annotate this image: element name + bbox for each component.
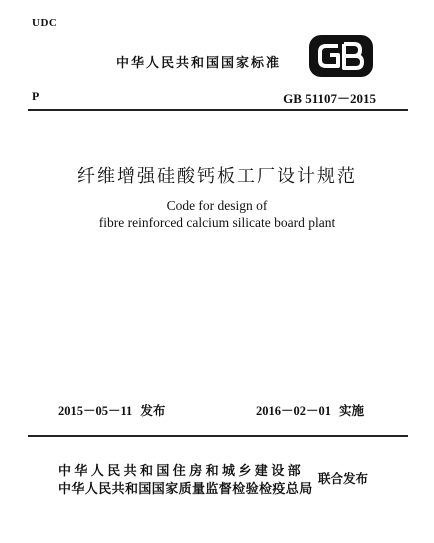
udc-label: UDC bbox=[32, 17, 58, 29]
standard-type-heading: 中华人民共和国国家标准 bbox=[116, 56, 282, 71]
issue-date: 2015－05－11 bbox=[58, 404, 133, 418]
gb-standard-logo-icon bbox=[308, 34, 374, 78]
implementation-date-block bbox=[256, 401, 364, 419]
implementation-date: 2016－02－01 bbox=[256, 404, 332, 418]
joint-release-label: 联合发布 bbox=[318, 471, 369, 486]
issue-date-block bbox=[58, 401, 165, 419]
header-divider bbox=[28, 109, 408, 111]
issue-label: 发布 bbox=[140, 403, 166, 418]
implementation-label: 实施 bbox=[339, 403, 365, 418]
standard-number: GB 51107－2015 bbox=[283, 91, 376, 106]
classification-code: P bbox=[32, 89, 40, 103]
publisher-line1: 中华人民共和国住房和城乡建设部 bbox=[58, 464, 305, 479]
title-chinese: 纤维增强硅酸钙板工厂设计规范 bbox=[77, 166, 357, 187]
footer-divider bbox=[28, 435, 408, 437]
title-english-line2: fibre reinforced calcium silicate board plant bbox=[98, 215, 336, 230]
publisher-line2: 中华人民共和国国家质量监督检验检疫总局 bbox=[58, 482, 313, 497]
title-english-line1: Code for design of bbox=[166, 198, 268, 213]
